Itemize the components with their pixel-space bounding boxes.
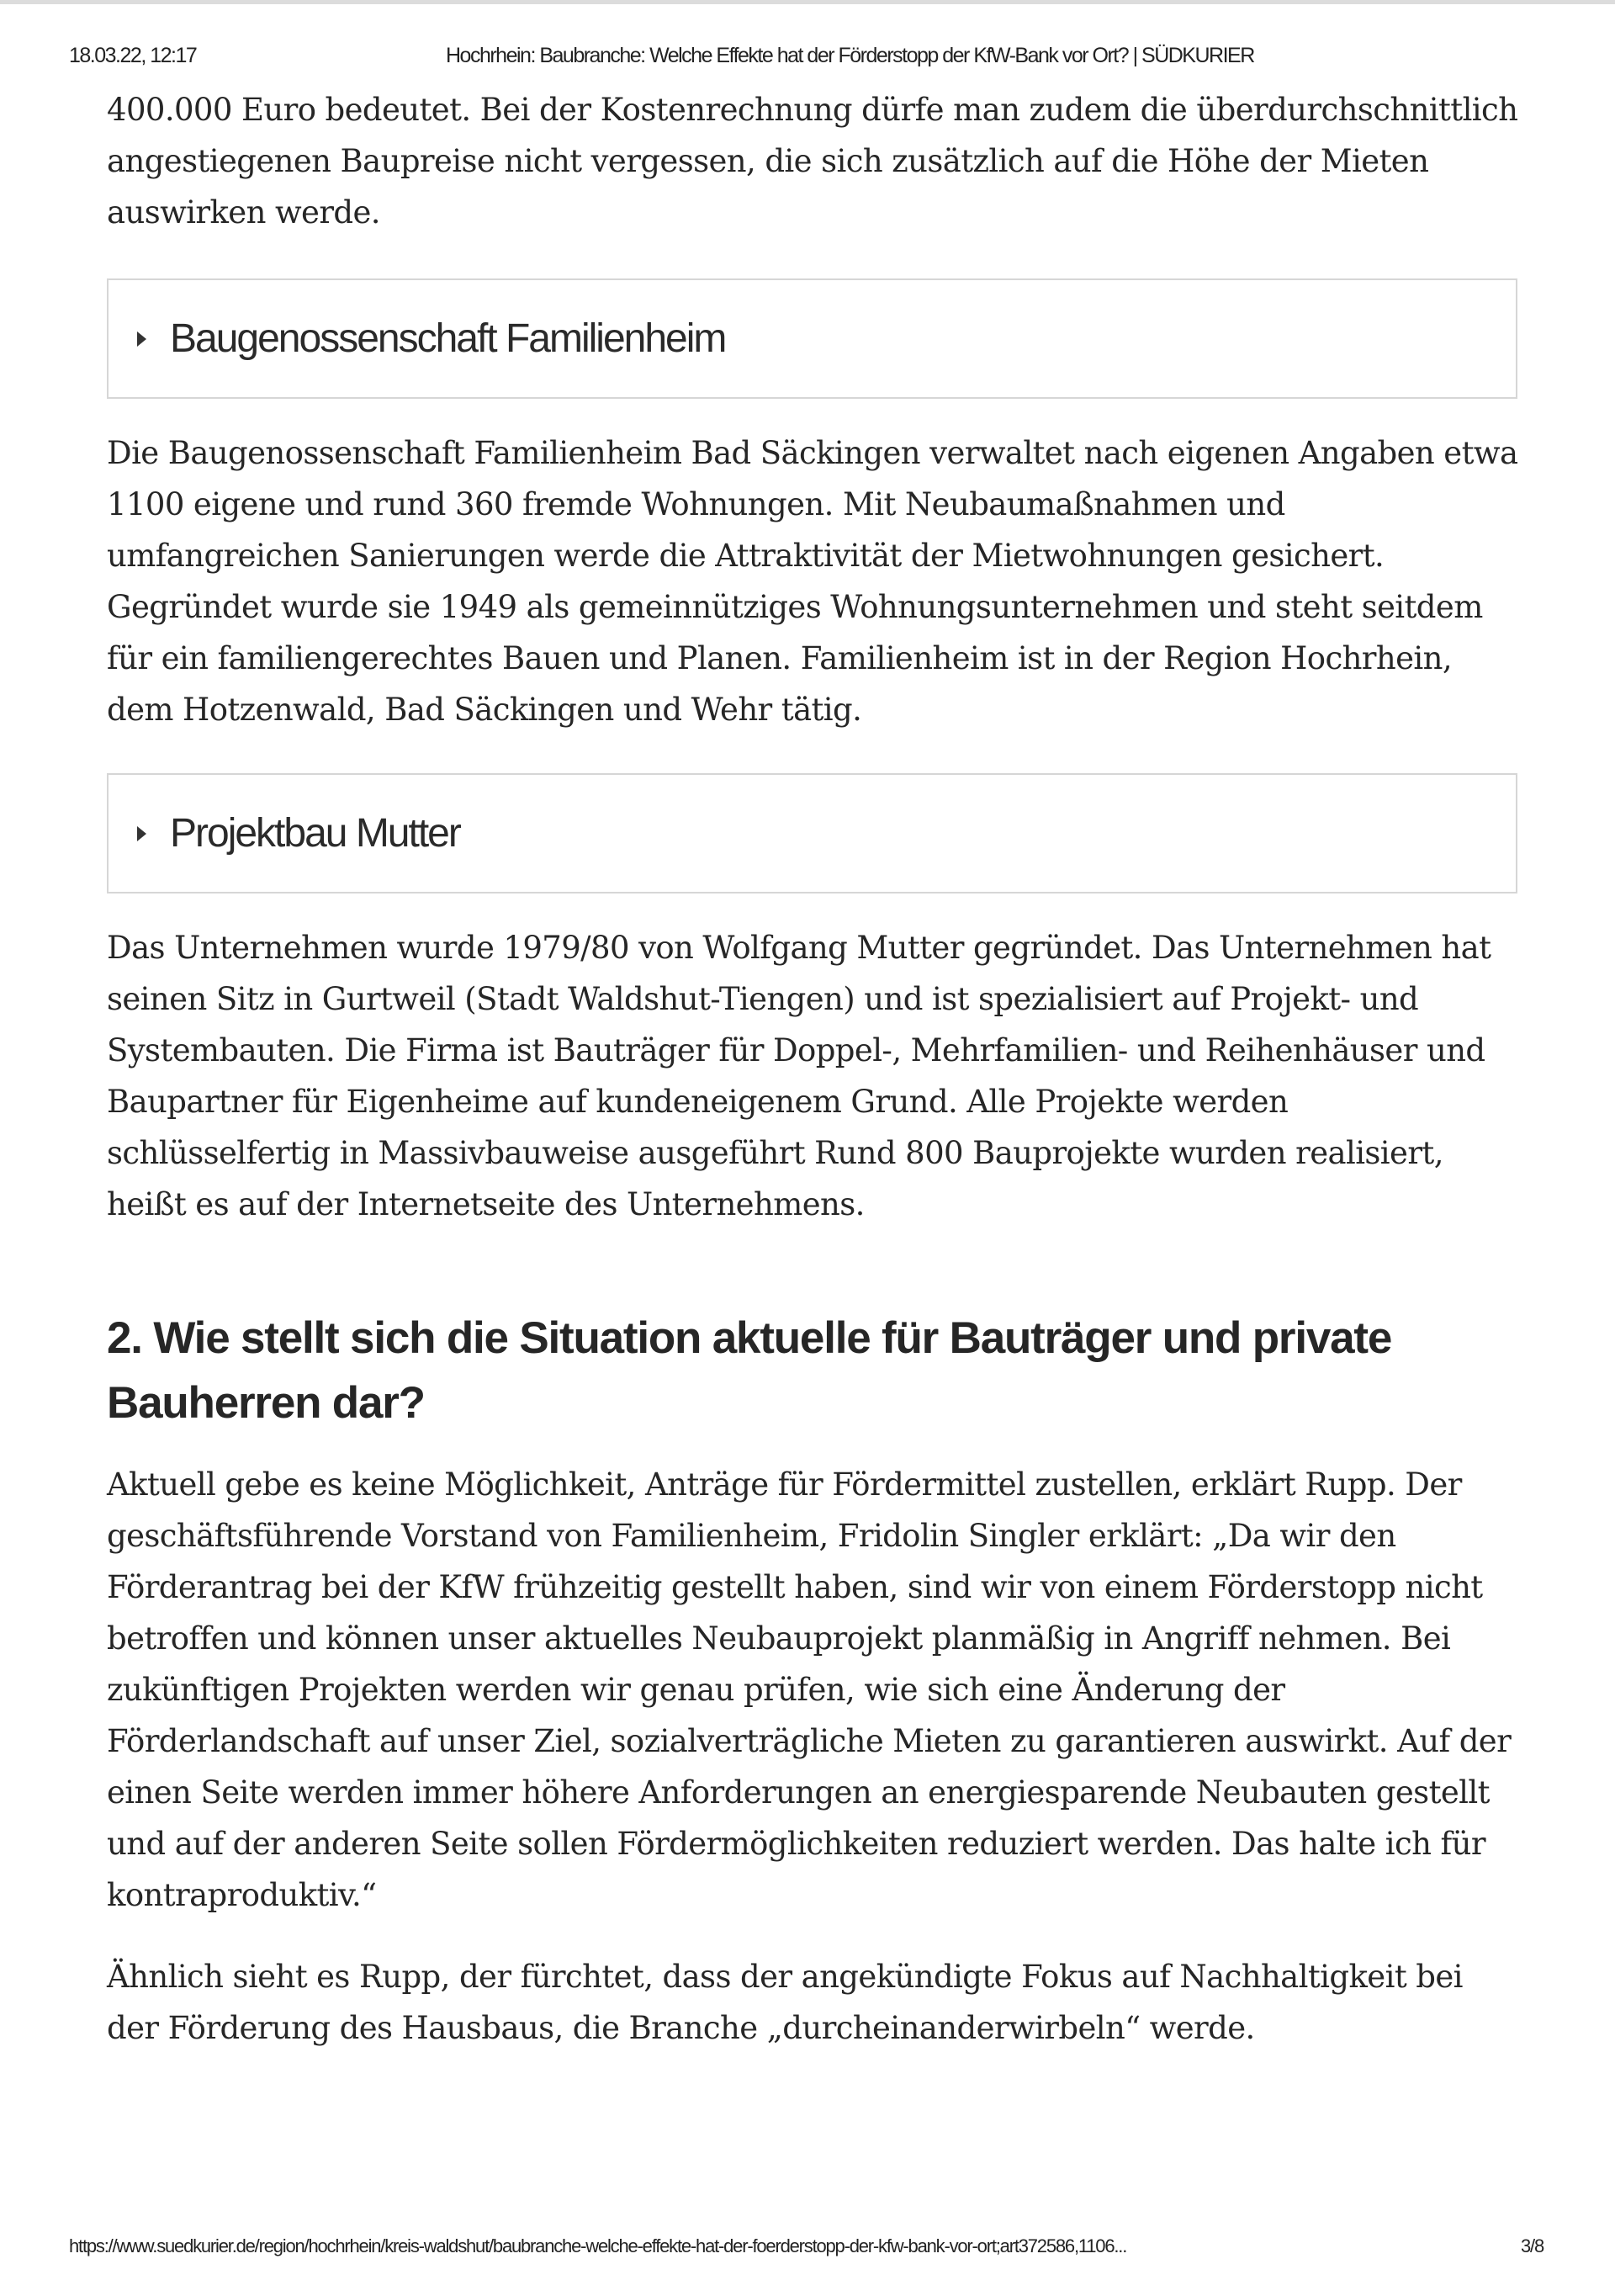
paragraph-intro: 400.000 Euro bedeutet. Bei der Kostenrechnung dürfe man zudem die überdurchschnittlich angestiegenen Baupreise nicht vergessen, die sich zusätzlich auf die Höhe der Mieten auswirken werde. xyxy=(107,92,1518,231)
print-footer xyxy=(0,2235,1615,2261)
page-number: 3/8 xyxy=(1521,2235,1544,2256)
article-body xyxy=(107,84,1520,2054)
expand-caret-icon xyxy=(137,826,146,841)
paragraph-projektbau-mutter: Das Unternehmen wurde 1979/80 von Wolfgang Mutter gegründet. Das Unternehmen hat seinen Sitz in Gurtweil (Stadt Waldshut-Tiengen) und ist spezialisiert auf Projekt- und Systembauten. Die Firma ist Bauträger für Doppel-, Mehrfamilien- und Reihenhäuser und Baupartner für Eigenheime auf kundeneigenem Grund. Alle Projekte werden schlüsselfertig in Massivbauweise ausgeführt Rund 800 Bauprojekte wurden realisiert, heißt es auf der Internetseite des Unternehmens. xyxy=(107,930,1491,1222)
paragraph-familienheim: Die Baugenossenschaft Familienheim Bad Säckingen verwaltet nach eigenen Angaben etwa 1100 eigene und rund 360 fremde Wohnungen. Mit Neubaumaßnahmen und umfangreichen Sanierungen werde die Attraktivität der Mietwohnungen gesichert. Gegründet wurde sie 1949 als gemeinnütziges Wohnungsunternehmen und steht seitdem für ein familiengerechtes Bauen und Planen. Familienheim ist in der Region Hochrhein, dem Hotzenwald, Bad Säckingen und Wehr tätig. xyxy=(107,435,1518,728)
expand-caret-icon xyxy=(137,331,146,347)
print-header xyxy=(0,44,1615,71)
infobox-familienheim-label: Baugenossenschaft Familienheim xyxy=(170,316,726,361)
infobox-projektbau-mutter[interactable] xyxy=(107,773,1517,893)
paragraph-rupp: Ähnlich sieht es Rupp, der fürchtet, dass der angekündigte Fokus auf Nachhaltigkeit bei der Förderung des Hausbaus, die Branche „durcheinanderwirbeln“ werde. xyxy=(107,1959,1463,2046)
section-heading: 2. Wie stellt sich die Situation aktuelle für Bauträger und private Bauherren dar? xyxy=(107,1313,1392,1428)
page-top-rule xyxy=(0,0,1615,4)
print-date: 18.03.22, 12:17 xyxy=(69,44,197,67)
infobox-familienheim[interactable] xyxy=(107,278,1517,399)
paragraph-situation: Aktuell gebe es keine Möglichkeit, Anträge für Fördermittel zustellen, erklärt Rupp. Der geschäftsführende Vorstand von Familienheim, Fridolin Singler erklärt: „Da wir den Förderantrag bei der KfW frühzeitig gestellt haben, sind wir von einem Förderstopp nicht betroffen und können unser aktuelles Neubauprojekt planmäßig in Angriff nehmen. Bei zukünftigen Projekten werden wir genau prüfen, wie sich eine Änderung der Förderlandschaft auf unser Ziel, sozialverträgliche Mieten zu garantieren auswirkt. Auf der einen Seite werden immer höhere Anforderungen an energiesparende Neubauten gestellt und auf der anderen Seite sollen Fördermöglichkeiten reduziert werden. Das halte ich für kontraproduktiv.“ xyxy=(107,1466,1512,1913)
infobox-projektbau-mutter-label: Projektbau Mutter xyxy=(170,811,460,856)
print-url: https://www.suedkurier.de/region/hochrhein/kreis-waldshut/baubranche-welche-effekte-hat-der-foerderstopp-der-kfw-bank-vor-ort;art372586,1106... xyxy=(69,2235,1127,2256)
print-page-title: Hochrhein: Baubranche: Welche Effekte hat der Förderstopp der KfW-Bank vor Ort? | SÜDKURIER xyxy=(446,44,1254,67)
